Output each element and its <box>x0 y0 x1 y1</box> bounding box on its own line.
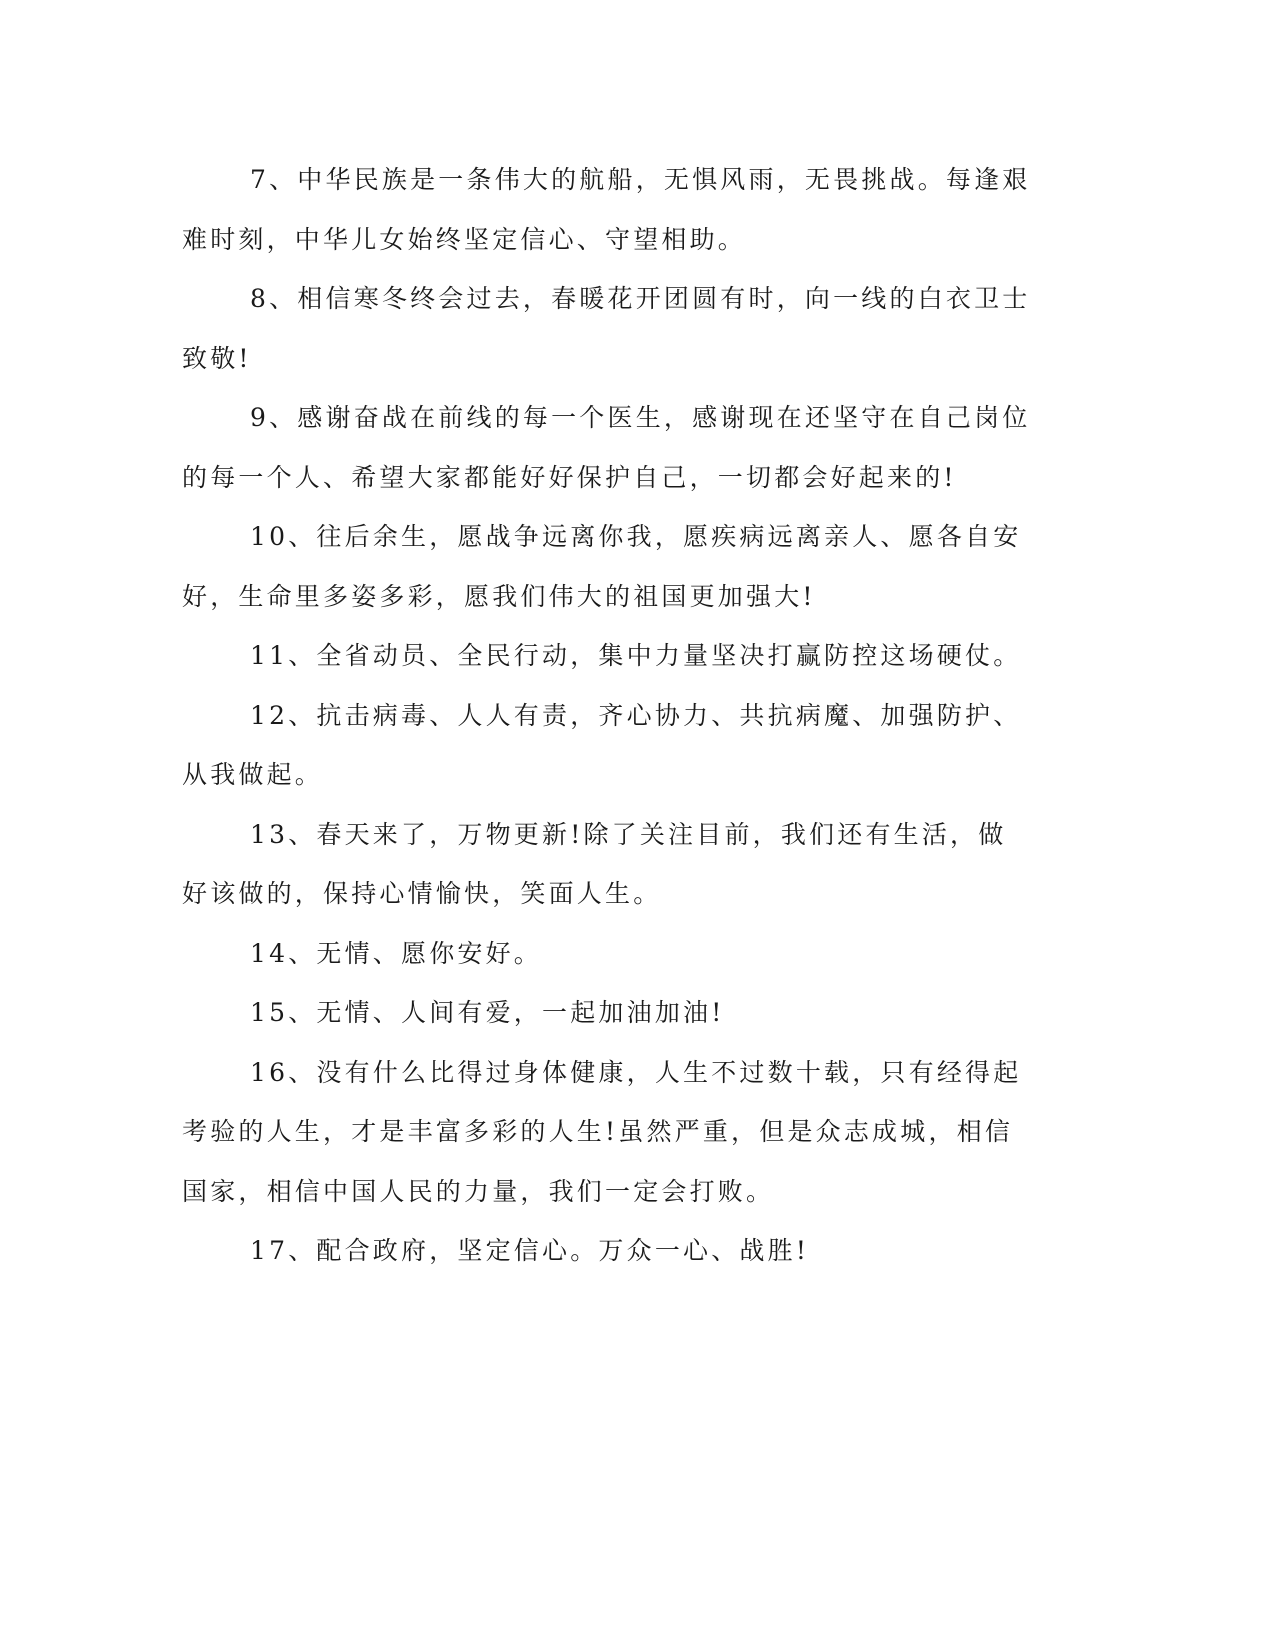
paragraph-7: 7、中华民族是一条伟大的航船，无惧风雨，无畏挑战。每逢艰难时刻，中华儿女始终坚定信心、守望相助。 <box>182 165 1031 254</box>
paragraph-11: 11、全省动员、全民行动，集中力量坚决打赢防控这场硬仗。 <box>250 641 1022 670</box>
paragraph-16: 16、没有什么比得过身体健康，人生不过数十载，只有经得起考验的人生，才是丰富多彩的人生!虽然严重，但是众志成城，相信国家，相信中国人民的力量，我们一定会打败。 <box>182 1057 1022 1206</box>
document-body <box>182 150 1032 1281</box>
paragraph-9: 9、感谢奋战在前线的每一个医生，感谢现在还坚守在自己岗位的每一个人、希望大家都能好好保护自己，一切都会好起来的! <box>182 403 1031 492</box>
paragraph-10: 10、往后余生，愿战争远离你我，愿疾病远离亲人、愿各自安好，生命里多姿多彩，愿我们伟大的祖国更加强大! <box>182 522 1022 611</box>
paragraph-12: 12、抗击病毒、人人有责，齐心协力、共抗病魔、加强防护、从我做起。 <box>182 700 1022 789</box>
paragraph-13: 13、春天来了，万物更新!除了关注目前，我们还有生活，做好该做的，保持心情愉快，笑面人生。 <box>182 819 1007 908</box>
paragraph-17: 17、配合政府，坚定信心。万众一心、战胜! <box>250 1236 810 1265</box>
paragraph-8: 8、相信寒冬终会过去，春暖花开团圆有时，向一线的白衣卫士致敬! <box>182 284 1031 373</box>
paragraph-15: 15、无情、人间有爱，一起加油加油! <box>250 998 725 1027</box>
paragraph-14: 14、无情、愿你安好。 <box>250 938 543 968</box>
